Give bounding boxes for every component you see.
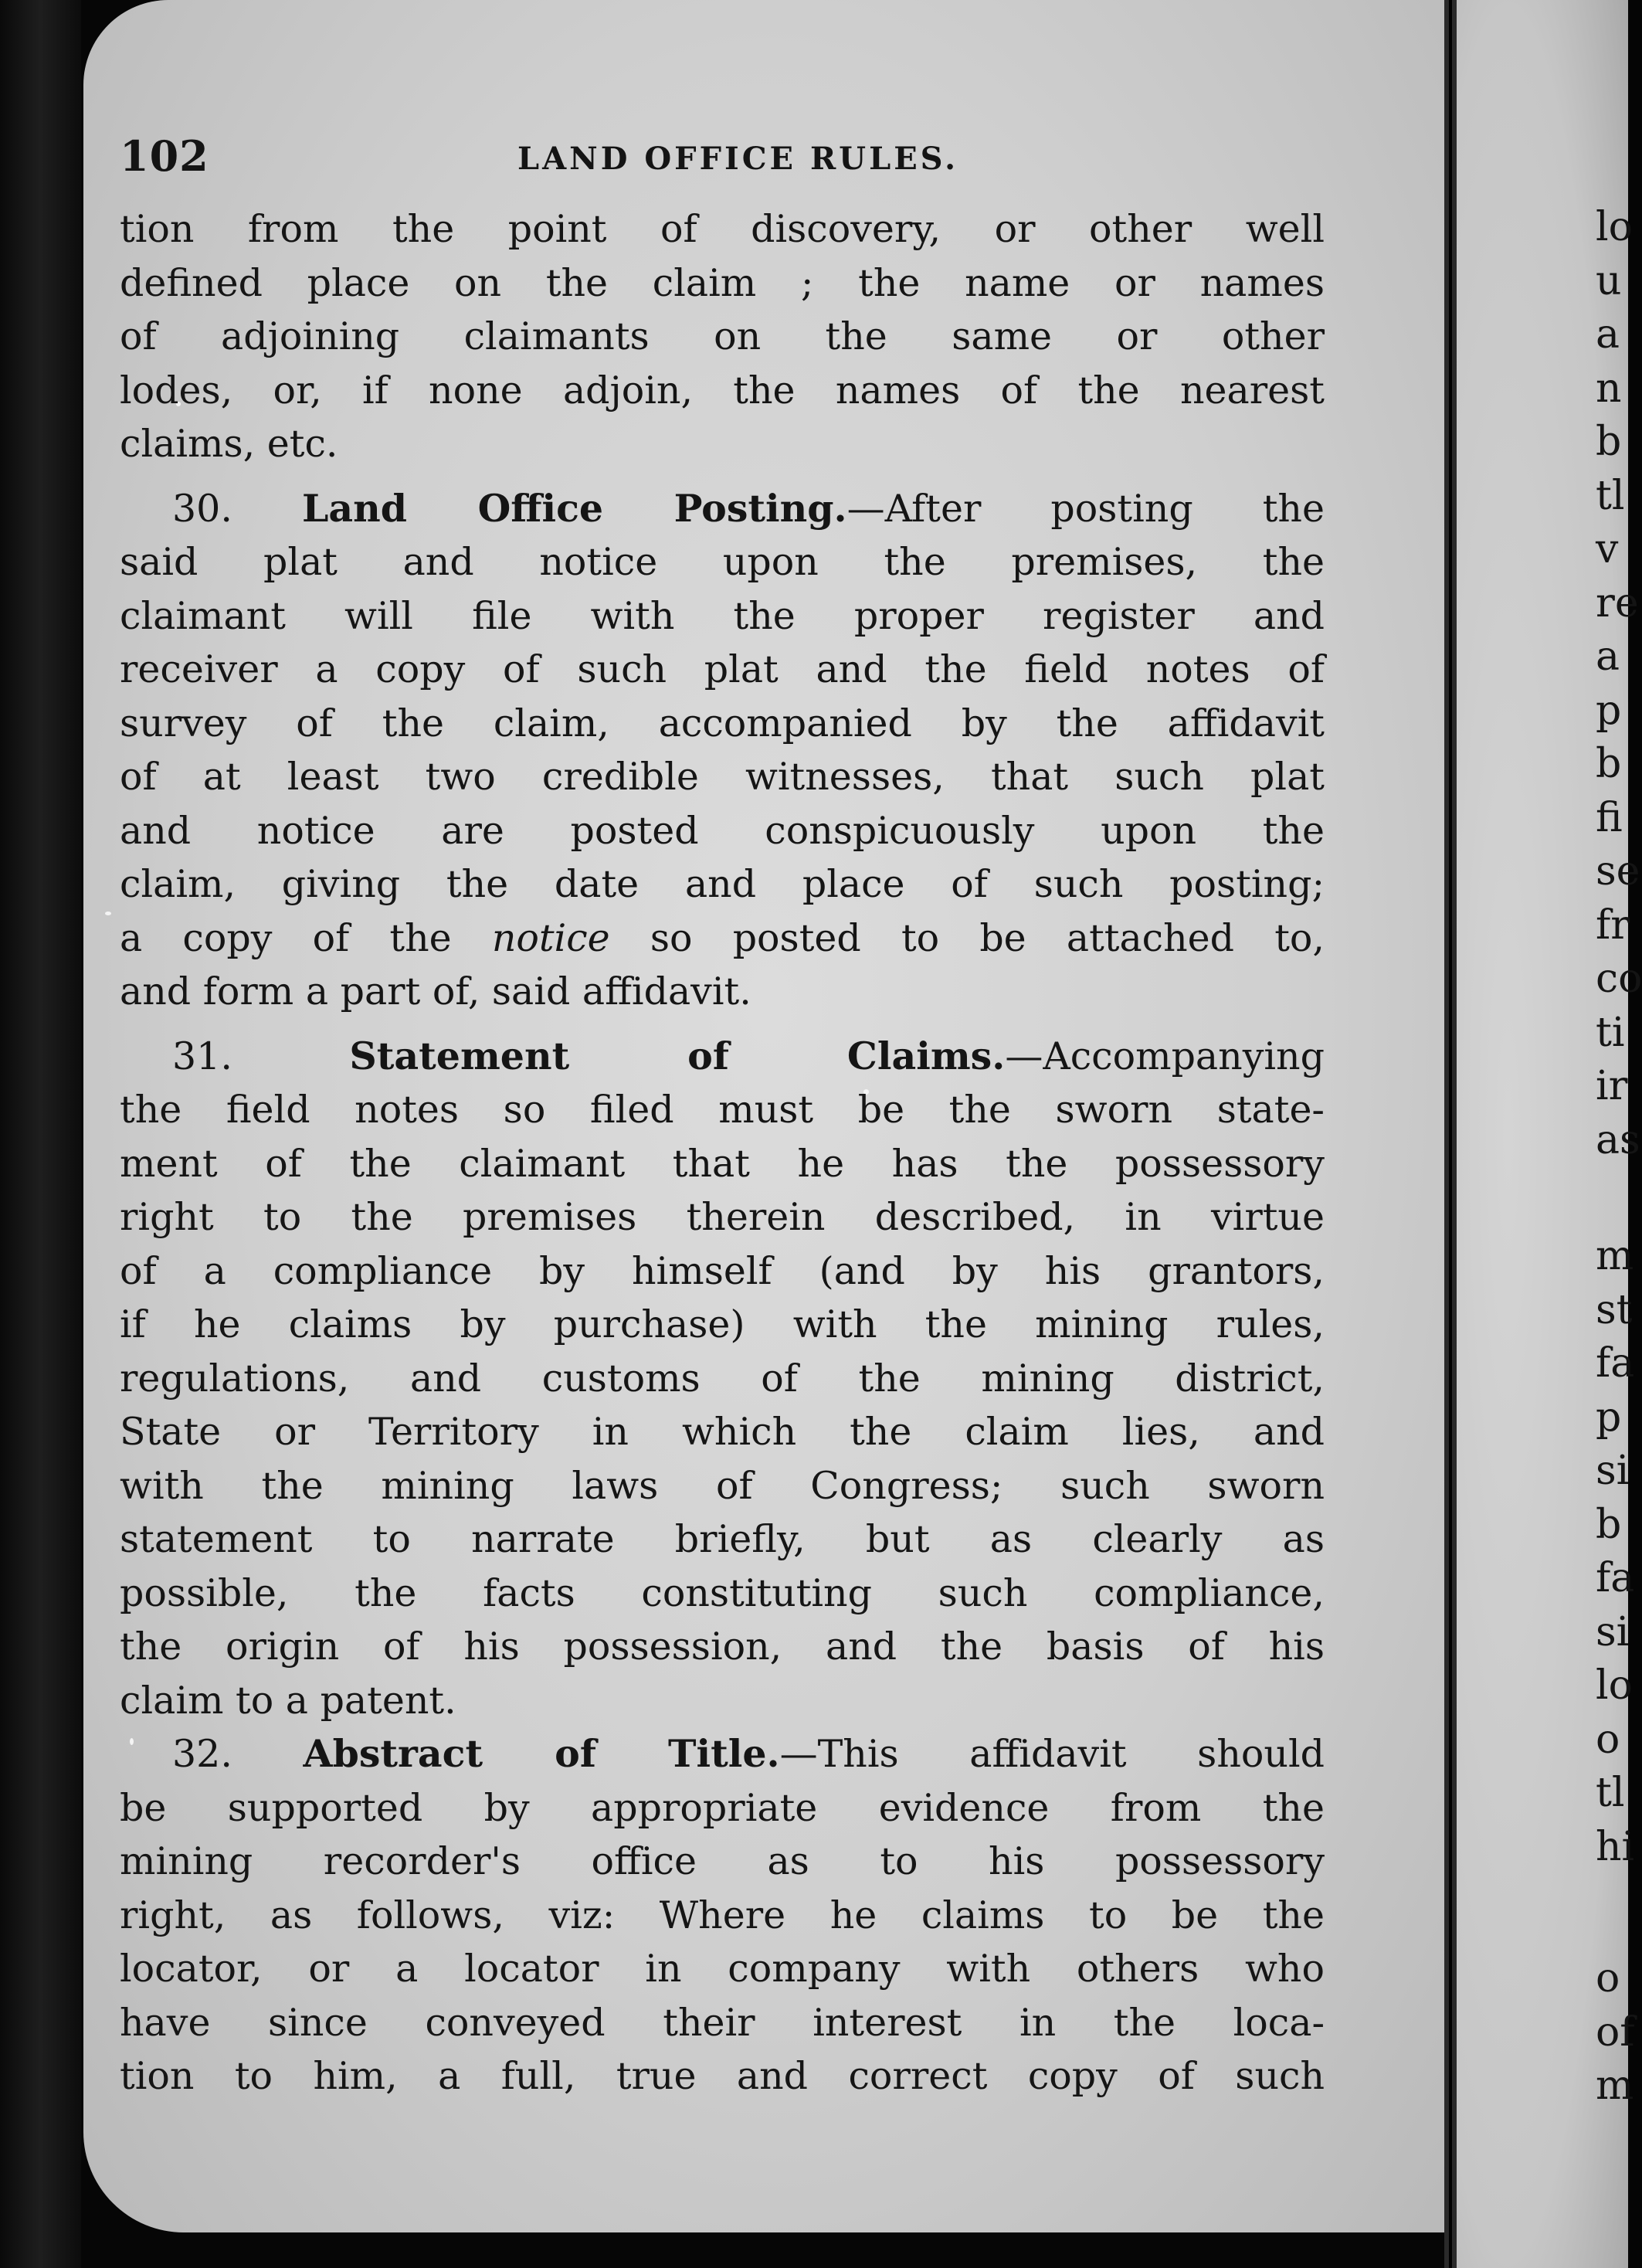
text-run: 32.: [172, 1732, 304, 1776]
facing-page-text-fragment: hi: [1596, 1823, 1635, 1870]
text-run: be supported by appropriate evidence from the: [120, 1785, 1325, 1830]
text-run: regulations, and customs of the mining district,: [120, 1356, 1325, 1401]
facing-page-text-fragment: lo: [1596, 204, 1633, 250]
gutter-fold-line: [1449, 0, 1452, 2268]
text-line: [120, 1459, 1325, 1513]
text-run: claims, etc.: [120, 422, 338, 466]
facing-page-text-fragment: fa: [1596, 1555, 1635, 1601]
italic-word: notice: [491, 915, 610, 960]
text-run: so posted to be attached to,: [609, 915, 1325, 960]
text-run: —Accompanying: [1005, 1034, 1325, 1078]
facing-page-text-fragment: n: [1596, 365, 1622, 412]
text-run: of at least two credible witnesses, that such plat: [120, 755, 1325, 799]
book-binding-edge: [0, 0, 81, 2268]
text-line: [120, 364, 1325, 418]
text-run: possible, the facts constituting such compliance,: [120, 1570, 1325, 1615]
text-run: claimant will file with the proper register and: [120, 593, 1325, 638]
facing-page-text-fragment: ti: [1596, 1009, 1625, 1056]
text-line: [120, 750, 1325, 804]
text-line: [120, 535, 1325, 589]
text-run: statement to narrate briefly, but as clearly as: [120, 1517, 1325, 1561]
facing-page-text-fragment: a: [1596, 311, 1620, 358]
text-line: [120, 1083, 1325, 1137]
text-line: [120, 1996, 1325, 2050]
text-run: right to the premises therein described, in virtue: [120, 1195, 1325, 1239]
section-heading: Land Office Posting.: [301, 485, 847, 531]
facing-page-text-fragment: tl: [1596, 1770, 1625, 1816]
text-line: [120, 1513, 1325, 1567]
running-head: [120, 131, 1325, 181]
facing-page-text-fragment: v: [1596, 526, 1619, 572]
facing-page-text-fragment: b: [1596, 419, 1622, 465]
text-line: [120, 1244, 1325, 1299]
text-run: 31.: [172, 1034, 350, 1078]
facing-page-text-fragment: m: [1596, 2063, 1634, 2109]
text-run: —After posting the: [846, 486, 1325, 531]
text-line: [120, 804, 1325, 858]
text-run: of adjoining claimants on the same or other: [120, 314, 1325, 358]
section-heading: Statement of Claims.: [349, 1033, 1006, 1078]
text-line: [120, 643, 1325, 697]
text-line: [120, 256, 1325, 311]
text-line: [120, 2049, 1325, 2103]
facing-page-text-fragment: re: [1596, 579, 1639, 626]
text-run: if he claims by purchase) with the mining rules,: [120, 1302, 1325, 1346]
text-line: [120, 1781, 1325, 1835]
facing-page-text-fragment: tl: [1596, 472, 1625, 519]
facing-page-text-fragment: o: [1596, 1955, 1620, 2001]
text-run: claim to a patent.: [120, 1678, 456, 1723]
text-run: survey of the claim, accompanied by the affidavit: [120, 701, 1325, 745]
text-run: receiver a copy of such plat and the field notes of: [120, 647, 1325, 691]
facing-page-text-fragment: m: [1596, 1233, 1634, 1279]
text-line: [120, 202, 1325, 256]
text-run: defined place on the claim ; the name or names: [120, 260, 1325, 305]
text-run: locator, or a locator in company with others who: [120, 1947, 1325, 1991]
facing-page-text-fragment: p: [1596, 1394, 1622, 1441]
facing-page-text-fragment: of: [1596, 2008, 1635, 2056]
text-line: [120, 1674, 1325, 1728]
facing-page-text-fragment: u: [1596, 257, 1622, 304]
text-line: [120, 417, 1325, 471]
text-line: [120, 912, 1325, 966]
facing-page-text-fragment: b: [1596, 1501, 1622, 1548]
text-line: [120, 1137, 1325, 1191]
text-line: [120, 1298, 1325, 1352]
text-line: [120, 857, 1325, 912]
facing-page-text-fragment: fi: [1596, 794, 1623, 841]
text-run: mining recorder's office as to his possessory: [120, 1839, 1325, 1883]
text-run: have since conveyed their interest in the loca-: [120, 2000, 1325, 2045]
text-run: ment of the claimant that he has the possessory: [120, 1141, 1325, 1186]
body-text: [120, 202, 1325, 2103]
page-number: 102: [120, 131, 209, 181]
text-line: [120, 697, 1325, 751]
text-run: a copy of the: [120, 915, 492, 960]
running-head-title: LAND OFFICE RULES.: [517, 141, 959, 177]
paper-speck: [105, 912, 111, 915]
text-run: tion from the point of discovery, or other well: [120, 207, 1325, 251]
facing-page-text-fragment: si: [1596, 1608, 1630, 1655]
text-run: —This affidavit should: [779, 1732, 1325, 1776]
text-run: right, as follows, viz: Where he claims to be the: [120, 1893, 1325, 1937]
text-run: and notice are posted conspicuously upon the: [120, 808, 1325, 853]
text-run: with the mining laws of Congress; such sworn: [120, 1463, 1325, 1508]
text-run: the field notes so filed must be the sworn state-: [120, 1088, 1325, 1132]
text-run: 30.: [172, 486, 302, 531]
text-run: said plat and notice upon the premises, the: [120, 540, 1325, 584]
facing-page-text-fragment: se: [1596, 848, 1640, 895]
facing-page-text-fragment: si: [1596, 1448, 1630, 1494]
facing-page-text-fragment: fr: [1596, 901, 1630, 949]
text-line: [120, 1567, 1325, 1621]
text-line: [120, 1405, 1325, 1459]
facing-page-text-fragment: co: [1596, 956, 1642, 1002]
text-line: [120, 1889, 1325, 1943]
text-run: claim, giving the date and place of such posting;: [120, 862, 1325, 906]
text-run: lodes, or, if none adjoin, the names of the nearest: [120, 368, 1325, 413]
text-line: [120, 1727, 1325, 1781]
text-run: and form a part of, said affidavit.: [120, 969, 751, 1013]
text-line: [120, 1190, 1325, 1244]
text-line: [120, 1835, 1325, 1889]
text-line: [120, 482, 1325, 536]
text-line: [120, 589, 1325, 643]
text-line: [120, 1942, 1325, 1996]
paragraph-gap: [120, 1019, 1325, 1030]
text-line: [120, 310, 1325, 364]
facing-page-text-fragment: fa: [1596, 1340, 1635, 1387]
facing-page-text-fragment: as: [1596, 1116, 1640, 1163]
text-line: [120, 1030, 1325, 1084]
facing-page-text-fragment: o: [1596, 1716, 1620, 1763]
text-line: [120, 965, 1325, 1019]
facing-page-text-fragment: ir: [1596, 1063, 1628, 1109]
text-line: [120, 1620, 1325, 1674]
text-run: State or Territory in which the claim lies, and: [120, 1410, 1325, 1454]
text-run: the origin of his possession, and the basis of his: [120, 1625, 1325, 1669]
facing-page-text-fragment: st: [1596, 1286, 1633, 1333]
section-heading: Abstract of Title.: [303, 1731, 780, 1776]
facing-page-text-fragment: p: [1596, 687, 1622, 734]
facing-page-text-fragment: lo: [1596, 1662, 1633, 1709]
text-line: [120, 1352, 1325, 1406]
paragraph-gap: [120, 471, 1325, 482]
facing-page-text-fragment: a: [1596, 633, 1620, 680]
text-run: tion to him, a full, true and correct copy of such: [120, 2054, 1325, 2098]
text-run: of a compliance by himself (and by his grantors,: [120, 1248, 1325, 1293]
facing-page-fragment: [1457, 0, 1642, 2268]
facing-page-text-fragment: b: [1596, 741, 1622, 787]
